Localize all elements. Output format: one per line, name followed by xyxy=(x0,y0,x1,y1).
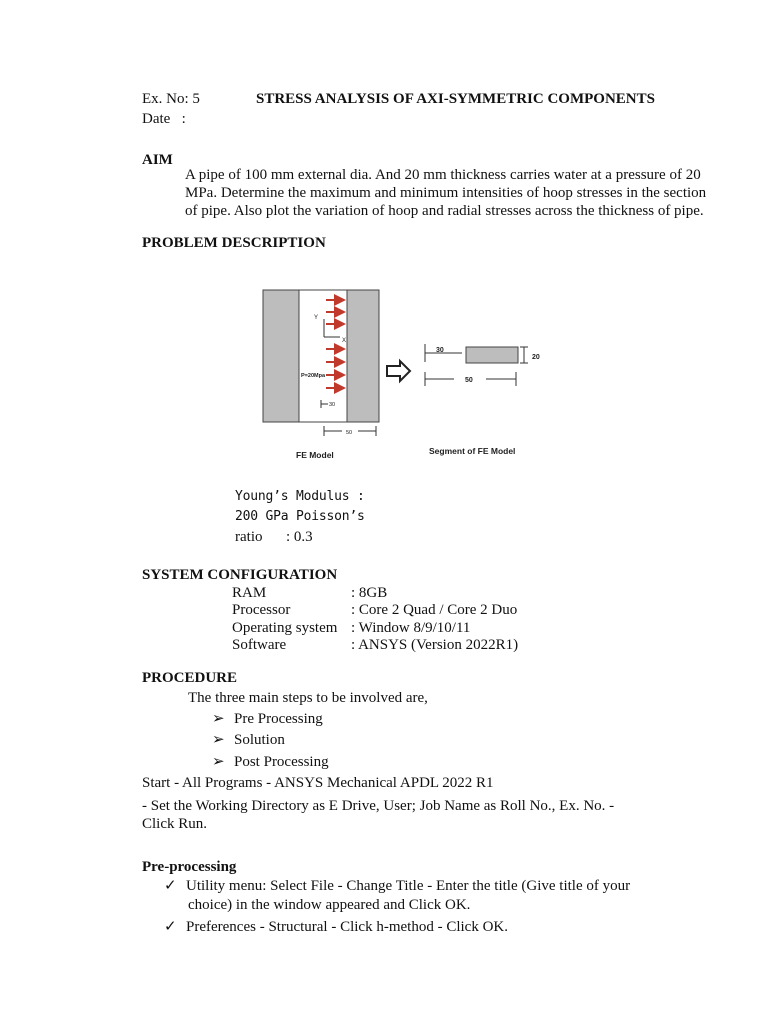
config-label-ram: RAM xyxy=(232,585,267,601)
config-value-ram: : 8GB xyxy=(351,585,388,601)
arrowhead-bullet-icon: ➢ xyxy=(212,754,225,770)
working-directory-line-cont: Click Run. xyxy=(142,816,208,832)
preprocessing-item-text: Utility menu: Select File - Change Title - Enter the title (Give title of your xyxy=(186,878,631,894)
modulus-value-line: 200 GPa Poisson’s xyxy=(235,509,365,524)
config-label-os: Operating system xyxy=(232,620,338,636)
fe-model-diagram xyxy=(258,286,548,466)
segment-dim-50: 50 xyxy=(465,377,473,384)
preprocessing-item xyxy=(164,918,508,936)
segment-dim-30: 30 xyxy=(436,347,444,354)
arrowhead-bullet-icon: ➢ xyxy=(212,732,225,748)
procedure-step xyxy=(212,731,285,749)
preprocessing-item-text-cont: choice) in the window appeared and Click OK. xyxy=(188,897,471,913)
procedure-step xyxy=(212,710,323,728)
preprocessing-item-text: Preferences - Structural - Click h-method - Click OK. xyxy=(186,919,508,935)
aim-heading: AIM xyxy=(142,152,173,168)
x-axis-label: X xyxy=(342,338,347,344)
problem-heading: PROBLEM DESCRIPTION xyxy=(142,235,326,251)
y-axis-label: Y xyxy=(314,315,319,321)
procedure-heading: PROCEDURE xyxy=(142,670,238,686)
fe-segment xyxy=(466,347,518,363)
dim-30-label: 30 xyxy=(329,402,336,408)
system-config-heading: SYSTEM CONFIGURATION xyxy=(142,567,338,583)
date-label: Date : xyxy=(142,111,186,127)
page-title: STRESS ANALYSIS OF AXI-SYMMETRIC COMPONENTS xyxy=(256,91,655,107)
segment-dim-20: 20 xyxy=(532,354,540,361)
exercise-number: Ex. No: 5 xyxy=(142,91,200,107)
fe-model-figure xyxy=(258,286,548,466)
procedure-intro: The three main steps to be involved are, xyxy=(188,690,428,706)
procedure-step-label: Post Processing xyxy=(234,754,329,770)
config-label-software: Software xyxy=(232,637,287,653)
preprocessing-heading: Pre-processing xyxy=(142,859,237,875)
working-directory-line: - Set the Working Directory as E Drive, User; Job Name as Roll No., Ex. No. - xyxy=(142,798,615,814)
config-label-processor: Processor xyxy=(232,602,291,618)
poisson-ratio-value: : 0.3 xyxy=(286,529,313,545)
procedure-step xyxy=(212,753,329,771)
aim-text: A pipe of 100 mm external dia. And 20 mm thickness carries water at a pressure of 20 MPa. Determine the maximum and minimum intensities of hoop stresses in the section of pipe. Also plot the variation of hoop and radial stresses across the thickness of pipe. xyxy=(185,167,707,219)
check-mark-icon: ✓ xyxy=(164,919,177,935)
config-value-processor: : Core 2 Quad / Core 2 Duo xyxy=(351,602,518,618)
youngs-modulus-line: Young’s Modulus : xyxy=(235,489,365,504)
dim-50-label: 50 xyxy=(346,430,353,436)
preprocessing-item xyxy=(164,877,630,895)
poisson-ratio-label: ratio xyxy=(235,529,263,545)
config-value-software: : ANSYS (Version 2022R1) xyxy=(351,637,519,653)
procedure-step-label: Pre Processing xyxy=(234,711,323,727)
pressure-label: P=20Mpa xyxy=(301,373,325,379)
config-value-os: : Window 8/9/10/11 xyxy=(351,620,471,636)
procedure-step-label: Solution xyxy=(234,732,285,748)
check-mark-icon: ✓ xyxy=(164,878,177,894)
start-line: Start - All Programs - ANSYS Mechanical APDL 2022 R1 xyxy=(142,775,494,791)
arrowhead-bullet-icon: ➢ xyxy=(212,711,225,727)
right-arrow-icon xyxy=(387,361,410,381)
segment-caption: Segment of FE Model xyxy=(429,446,516,456)
fe-model-caption: FE Model xyxy=(296,450,334,460)
